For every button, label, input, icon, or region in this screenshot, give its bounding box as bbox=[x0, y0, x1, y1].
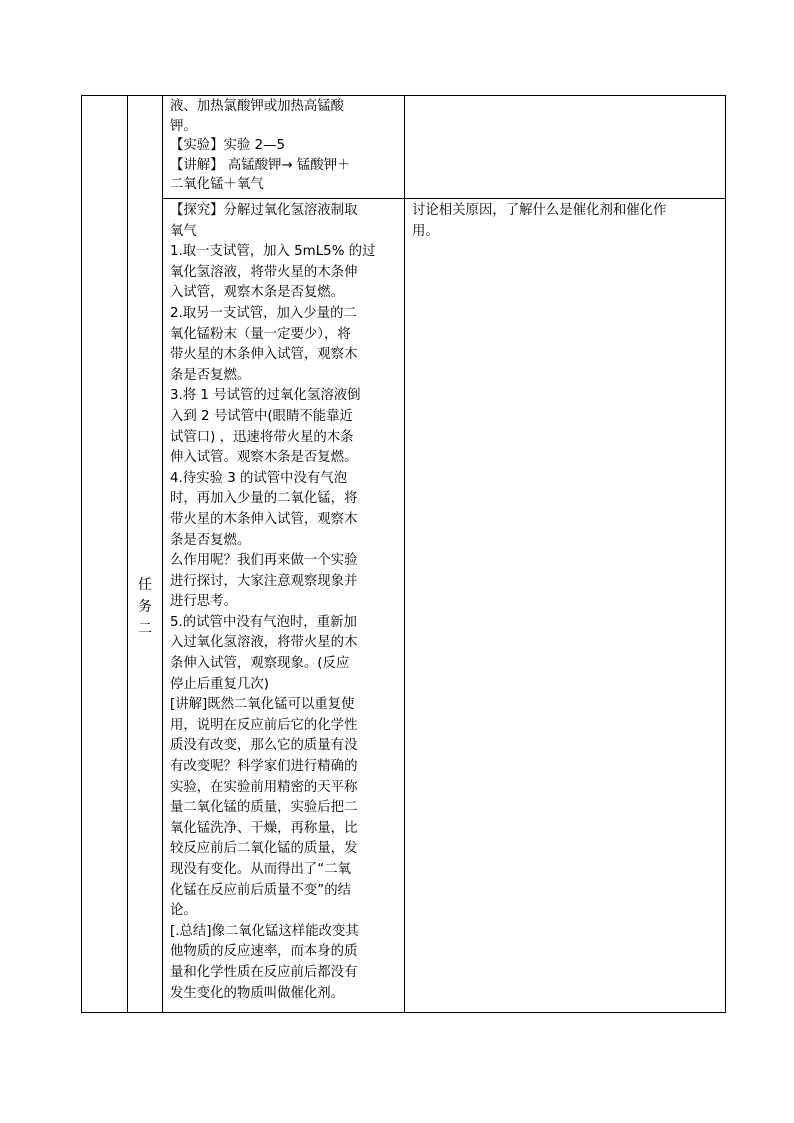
text-line: 用，说明在反应前后它的化学性 bbox=[170, 717, 358, 733]
text-line: 么作用呢？我们再来做一个实验 bbox=[170, 553, 358, 569]
text-line: 停止后重复几次) bbox=[170, 676, 269, 692]
text-line: 试管口) ，迅速将带火星的木条 bbox=[170, 429, 354, 445]
table-col-divider-3 bbox=[404, 95, 405, 1013]
text-line: 现没有变化。从而得出了“二氧 bbox=[170, 862, 352, 877]
task-label-char: 任 bbox=[138, 577, 152, 593]
text-line: 进行思考。 bbox=[170, 594, 237, 610]
text-line: 条是否复燃。 bbox=[170, 532, 251, 548]
text-line: [讲解]既然二氧化锰可以重复使 bbox=[170, 697, 355, 713]
text-line: 4.待实验 3 的试管中没有气泡 bbox=[170, 470, 348, 486]
text-line: 2.取另一支试管，加入少量的二 bbox=[170, 305, 357, 321]
text-line: 时，再加入少量的二氧化锰，将 bbox=[170, 491, 358, 507]
text-line: 3.将 1 号试管的过氧化氢溶液倒 bbox=[170, 388, 361, 404]
text-line: 氧化氢溶液，将带火星的木条伸 bbox=[170, 264, 358, 280]
text-line: 质没有改变，那么它的质量有没 bbox=[170, 738, 358, 754]
text-line: 量和化学性质在反应前后都没有 bbox=[170, 964, 358, 980]
text-line: 条是否复燃。 bbox=[170, 367, 251, 383]
table-col-divider-1 bbox=[127, 95, 128, 1013]
table-row-divider bbox=[162, 198, 726, 199]
top-cell-text bbox=[170, 97, 402, 195]
text-line: 入到 2 号试管中(眼睛不能靠近 bbox=[170, 408, 353, 424]
text-line: 5.的试管中没有气泡时，重新加 bbox=[170, 614, 357, 630]
text-line: 较反应前后二氧化锰的质量，发 bbox=[170, 841, 358, 857]
text-line: 【探究】分解过氧化氢溶液制取 bbox=[170, 203, 358, 218]
text-line: 带火星的木条伸入试管，观察木 bbox=[170, 347, 358, 363]
text-line: 量二氧化锰的质量，实验后把二 bbox=[170, 800, 358, 816]
text-line: 氧化锰洗净、干燥，再称量，比 bbox=[170, 820, 358, 836]
text-line: 条伸入试管，观察现象。(反应 bbox=[170, 656, 350, 672]
text-line: 用。 bbox=[412, 223, 439, 239]
text-line: 液、加热氯酸钾或加热高锰酸 bbox=[170, 99, 345, 114]
text-line: 氧化锰粉末（量一定要少），将 bbox=[170, 326, 351, 342]
text-line: 入试管，观察木条是否复燃。 bbox=[170, 285, 345, 301]
text-line: 钾。 bbox=[170, 118, 197, 134]
text-line: 他物质的反应速率，而本身的质 bbox=[170, 944, 358, 960]
task-label-char: 二 bbox=[138, 621, 152, 637]
task-label-char: 务 bbox=[138, 599, 152, 615]
text-line: 实验，在实验前用精密的天平称 bbox=[170, 779, 358, 795]
text-line: 论。 bbox=[170, 903, 197, 919]
text-line: 氧气 bbox=[170, 223, 197, 239]
text-line: 带火星的木条伸入试管，观察木 bbox=[170, 511, 358, 527]
text-line: 【实验】实验 2—5 bbox=[170, 138, 286, 154]
text-line: 讨论相关原因，了解什么是催化剂和催化作 bbox=[412, 203, 667, 218]
table-col-divider-2 bbox=[162, 95, 163, 1013]
text-line: 1.取一支试管，加入 5mL5% 的过 bbox=[170, 244, 376, 260]
text-line: 入过氧化氢溶液，将带火星的木 bbox=[170, 635, 358, 651]
text-line: 二氧化锰＋氧气 bbox=[170, 177, 264, 193]
text-line: 伸入试管。观察木条是否复燃。 bbox=[170, 450, 358, 466]
table-border-left bbox=[81, 95, 82, 1013]
text-line: 发生变化的物质叫做催化剂。 bbox=[170, 985, 345, 1001]
text-line: 进行探讨，大家注意观察现象并 bbox=[170, 573, 358, 589]
text-line: 有改变呢？科学家们进行精确的 bbox=[170, 759, 358, 775]
text-line: 化锰在反应前后质量不变”的结 bbox=[170, 882, 352, 898]
main-cell-text bbox=[170, 201, 402, 1004]
text-line: 【讲解】 高锰酸钾→ 锰酸钾＋ bbox=[170, 157, 351, 173]
text-line: [.总结]像二氧化锰这样能改变其 bbox=[170, 923, 359, 939]
right-cell-text bbox=[412, 201, 722, 242]
table-border-right bbox=[725, 95, 726, 1013]
task-label bbox=[128, 574, 162, 640]
